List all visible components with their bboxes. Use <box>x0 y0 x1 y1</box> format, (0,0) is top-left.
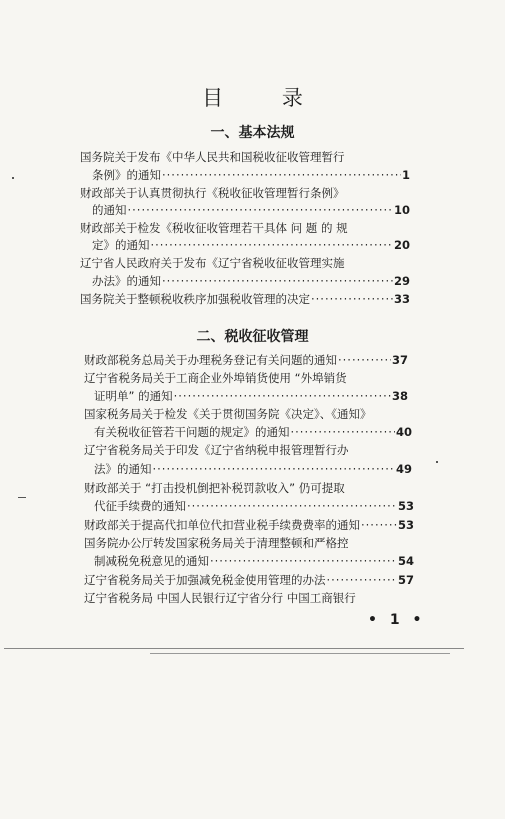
leader-dots <box>153 462 395 477</box>
toc-line[interactable] <box>84 573 414 588</box>
scan-rule-line <box>150 653 450 654</box>
toc-entry-text: 辽宁省人民政府关于发布《辽宁省税收征收管理实施 <box>80 256 345 270</box>
leader-dots <box>361 518 397 533</box>
toc-line[interactable] <box>92 238 410 253</box>
toc-page-number: 53 <box>397 518 414 532</box>
toc-page-number: 53 <box>397 499 414 513</box>
toc-page-number: 20 <box>393 238 410 252</box>
leader-dots <box>162 274 393 289</box>
toc-line[interactable] <box>80 292 410 307</box>
toc-line[interactable] <box>94 462 412 477</box>
leader-dots <box>128 203 393 218</box>
toc-line[interactable] <box>84 518 414 533</box>
toc-line <box>84 481 384 496</box>
toc-entry-text: 有关税收征管若干问题的规定》的通知 <box>94 425 290 439</box>
toc-page-number: 40 <box>395 425 412 439</box>
leader-dots <box>162 168 401 183</box>
toc-page-number: 49 <box>395 462 412 476</box>
toc-page-number: 54 <box>397 554 414 568</box>
section-heading-basic-regulations: 一、基本法规 <box>210 125 295 141</box>
toc-line <box>84 371 384 386</box>
toc-line[interactable] <box>94 499 414 514</box>
scan-mark <box>18 497 26 498</box>
toc-line[interactable] <box>84 353 408 368</box>
leader-dots <box>151 238 393 253</box>
toc-entry-text: 辽宁省税务局 中国人民银行辽宁省分行 中国工商银行 <box>84 591 356 605</box>
toc-entry-text: 国务院关于发布《中华人民共和国税收征收管理暂行 <box>80 150 345 164</box>
toc-entry-text: 财政部关于 “打击投机倒把补税罚款收入” 仍可提取 <box>84 481 345 495</box>
toc-line[interactable] <box>94 425 412 440</box>
toc-entry-text: 辽宁省税务局关于加强减免税金使用管理的办法 <box>84 573 326 587</box>
toc-entry-text: 办法》的通知 <box>92 274 161 288</box>
toc-line <box>84 591 404 606</box>
toc-entry-text: 辽宁省税务局关于印发《辽宁省纳税申报管理暂行办 <box>84 443 349 457</box>
toc-line[interactable] <box>94 554 414 569</box>
toc-page-number: 10 <box>393 203 410 217</box>
toc-line[interactable] <box>94 389 408 404</box>
toc-entry-text: 定》的通知 <box>92 238 150 252</box>
leader-dots <box>174 389 391 404</box>
toc-page-number: 37 <box>391 353 408 367</box>
toc-line[interactable] <box>92 274 410 289</box>
toc-page-number: 29 <box>393 274 410 288</box>
toc-line[interactable] <box>92 203 410 218</box>
toc-page-number: 33 <box>393 292 410 306</box>
page-title: 目 录 <box>202 86 329 110</box>
toc-entry-text: 制减税免税意见的通知 <box>94 554 209 568</box>
toc-line <box>84 443 384 458</box>
leader-dots <box>210 554 397 569</box>
page-number: • 1 • <box>368 612 426 628</box>
section-heading-tax-collection: 二、税收征收管理 <box>196 329 309 345</box>
toc-line <box>80 221 380 236</box>
scan-mark <box>436 461 438 463</box>
toc-page-number: 1 <box>401 168 410 182</box>
toc-entry-text: 国务院关于整顿税收秩序加强税收管理的决定 <box>80 292 310 306</box>
leader-dots <box>311 292 393 307</box>
toc-entry-text: 的通知 <box>92 203 127 217</box>
toc-line <box>80 186 380 201</box>
toc-entry-text: 财政部关于提高代扣单位代扣营业税手续费费率的通知 <box>84 518 360 532</box>
toc-entry-text: 国家税务局关于检发《关于贯彻国务院《决定》、《通知》 <box>84 407 372 421</box>
toc-entry-text: 代征手续费的通知 <box>94 499 186 513</box>
toc-entry-text: 法》的通知 <box>94 462 152 476</box>
toc-entry-text: 财政部关于检发《税收征收管理若干具体 问 题 的 规 <box>80 221 348 235</box>
toc-entry-text: 辽宁省税务局关于工商企业外埠销货使用 “外埠销货 <box>84 371 347 385</box>
leader-dots <box>338 353 391 368</box>
toc-entry-text: 财政部关于认真贯彻执行《税收征收管理暂行条例》 <box>80 186 345 200</box>
scan-mark <box>12 177 14 179</box>
toc-line[interactable] <box>92 168 410 183</box>
toc-line <box>84 536 384 551</box>
leader-dots <box>187 499 397 514</box>
toc-page-number: 57 <box>397 573 414 587</box>
toc-page-number: 38 <box>391 389 408 403</box>
toc-entry-text: 证明单” 的通知 <box>94 389 173 403</box>
leader-dots <box>327 573 397 588</box>
toc-line <box>84 407 384 422</box>
toc-entry-text: 财政部税务总局关于办理税务登记有关问题的通知 <box>84 353 337 367</box>
leader-dots <box>291 425 395 440</box>
toc-entry-text: 国务院办公厅转发国家税务局关于清理整顿和严格控 <box>84 536 349 550</box>
toc-entry-text: 条例》的通知 <box>92 168 161 182</box>
scan-rule-line <box>4 648 464 649</box>
toc-line <box>80 150 380 165</box>
toc-line <box>80 256 380 271</box>
